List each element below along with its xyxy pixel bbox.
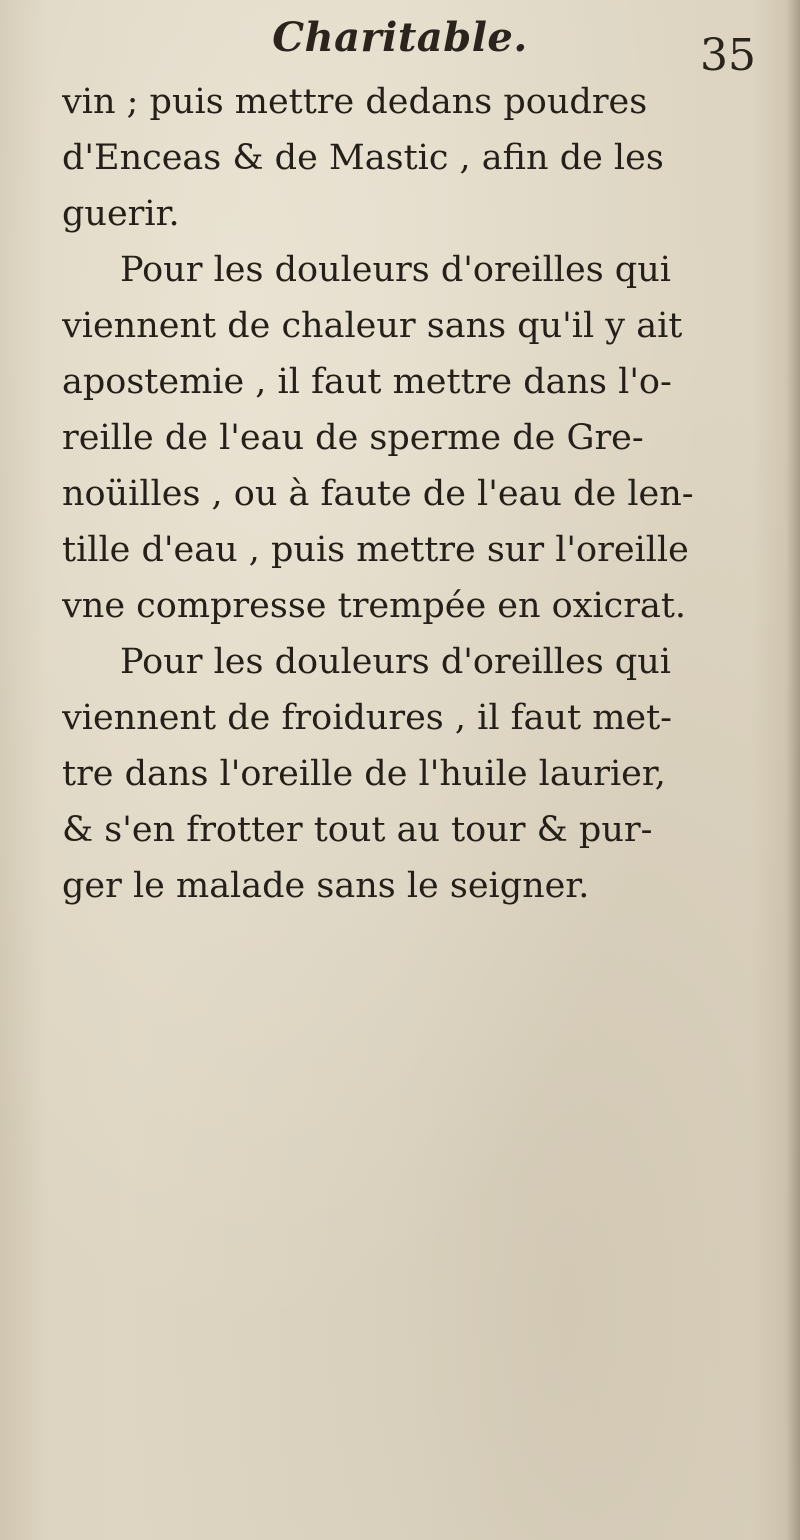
text-line: reille de l'eau de sperme de Gre-	[62, 418, 644, 458]
text-line: apostemie , il faut mettre dans l'o-	[62, 362, 672, 402]
page-number: 35	[700, 30, 756, 81]
text-line: & s'en frotter tout au tour & pur-	[62, 810, 653, 850]
text-line: tille d'eau , puis mettre sur l'oreille	[62, 530, 689, 570]
body-text	[62, 74, 774, 914]
running-title: Charitable.	[272, 14, 528, 61]
text-line: d'Enceas & de Mastic , afin de les	[62, 138, 664, 178]
text-line: noüilles , ou à faute de l'eau de len-	[62, 474, 694, 514]
text-line: tre dans l'oreille de l'huile laurier,	[62, 754, 666, 794]
text-line: vne compresse trempée en oxicrat.	[62, 586, 687, 626]
text-line: viennent de froidures , il faut met-	[62, 698, 672, 738]
text-line: vin ; puis mettre dedans poudres	[62, 82, 648, 122]
paragraph-start-line: Pour les douleurs d'oreilles qui	[120, 250, 671, 290]
text-line: guerir.	[62, 194, 180, 234]
paragraph-start-line: Pour les douleurs d'oreilles qui	[120, 642, 671, 682]
text-line: ger le malade sans le seigner.	[62, 866, 590, 906]
page-edge-shadow	[786, 0, 800, 1540]
text-line: viennent de chaleur sans qu'il y ait	[62, 306, 683, 346]
